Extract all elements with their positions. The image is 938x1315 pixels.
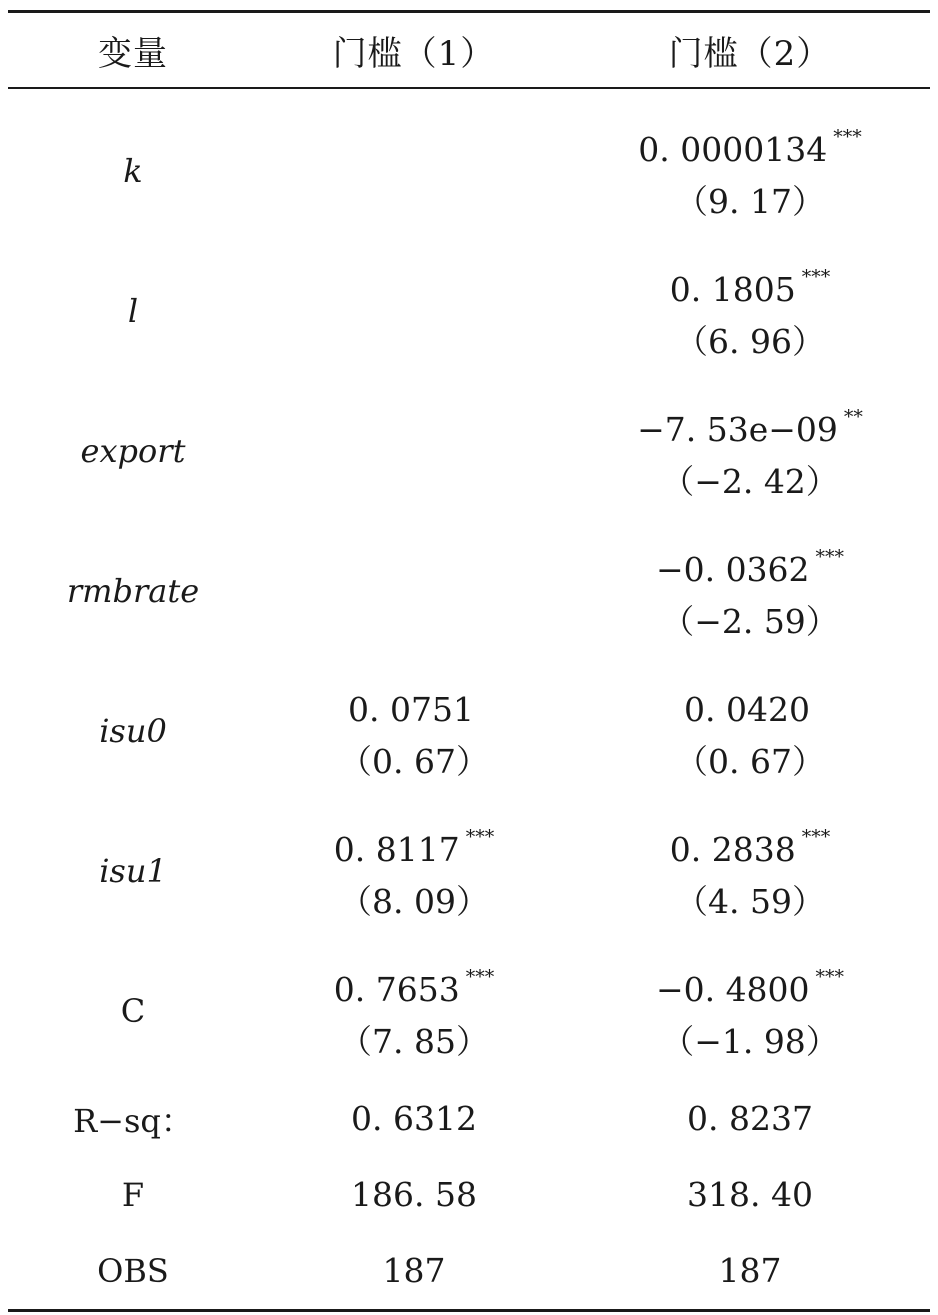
coefficient: 0. 0420 (684, 690, 810, 729)
threshold2-cell (570, 812, 930, 929)
coefficient: 0. 8117 (333, 830, 460, 869)
t-statistic: （9. 17） (675, 182, 825, 221)
regression-table (8, 10, 930, 1312)
table-row-isu0 (8, 661, 930, 801)
table-row-export (8, 381, 930, 521)
threshold2-cell (570, 952, 930, 1069)
threshold1-cell (258, 952, 570, 1069)
threshold1-value: 187 (382, 1251, 446, 1290)
row-label: C (120, 991, 146, 1030)
table-row-isu1 (8, 801, 930, 941)
t-statistic: （−1. 98） (661, 1022, 839, 1061)
row-label: isu0 (99, 711, 167, 750)
row-label: l (127, 291, 139, 330)
threshold2-cell (570, 532, 930, 649)
bottom-rule (8, 1309, 930, 1312)
coefficient: 0. 0000134 (638, 130, 828, 169)
t-statistic: （−2. 59） (661, 602, 839, 641)
t-statistic: （0. 67） (675, 742, 825, 781)
significance-stars: *** (801, 826, 831, 848)
header-threshold-1: 门槛（1） (332, 33, 496, 74)
significance-stars: *** (815, 966, 845, 988)
row-label: OBS (97, 1251, 169, 1290)
coefficient: −0. 4800 (655, 970, 810, 1009)
coefficient: −0. 0362 (655, 550, 810, 589)
table-row-l (8, 241, 930, 381)
threshold1-cell (258, 672, 570, 789)
significance-stars: *** (465, 826, 495, 848)
significance-stars: *** (833, 126, 862, 148)
significance-stars: *** (815, 546, 845, 568)
header-row (8, 13, 930, 87)
table-row-constant (8, 941, 930, 1081)
coefficient: 0. 7653 (333, 970, 460, 1009)
threshold2-cell (570, 252, 930, 369)
coefficient: 0. 0751 (348, 690, 474, 729)
table-row-observations (8, 1233, 930, 1309)
threshold2-value: 187 (718, 1251, 782, 1290)
t-statistic: （4. 59） (675, 882, 825, 921)
row-label: R−sq： (73, 1101, 193, 1140)
row-label: F (121, 1175, 145, 1214)
row-label: isu1 (99, 851, 167, 890)
table-row-k (8, 101, 930, 241)
coefficient: 0. 2838 (669, 830, 796, 869)
threshold2-cell (570, 112, 930, 229)
t-statistic: （−2. 42） (661, 462, 839, 501)
row-label: rmbrate (66, 571, 200, 610)
t-statistic: （0. 67） (339, 742, 489, 781)
threshold1-value: 0. 6312 (351, 1099, 477, 1138)
t-statistic: （8. 09） (339, 882, 489, 921)
header-threshold-2: 门槛（2） (668, 33, 832, 74)
row-label: export (80, 431, 186, 470)
coefficient: −7. 53e−09 (637, 410, 838, 449)
threshold2-cell (570, 672, 930, 789)
threshold2-value: 318. 40 (687, 1175, 813, 1214)
t-statistic: （7. 85） (339, 1022, 489, 1061)
significance-stars: *** (465, 966, 495, 988)
coefficient: 0. 1805 (669, 270, 796, 309)
threshold2-value: 0. 8237 (687, 1099, 813, 1138)
header-variable: 变量 (98, 33, 168, 74)
t-statistic: （6. 96） (675, 322, 825, 361)
threshold1-value: 186. 58 (351, 1175, 477, 1214)
significance-stars: *** (801, 266, 831, 288)
table-row-rmbrate (8, 521, 930, 661)
table-body (8, 89, 930, 1309)
threshold2-cell (570, 392, 930, 509)
table-row-f-statistic (8, 1157, 930, 1233)
threshold1-cell (258, 812, 570, 929)
table-row-r-squared (8, 1081, 930, 1157)
row-label: k (123, 151, 143, 190)
significance-stars: ** (843, 406, 863, 428)
